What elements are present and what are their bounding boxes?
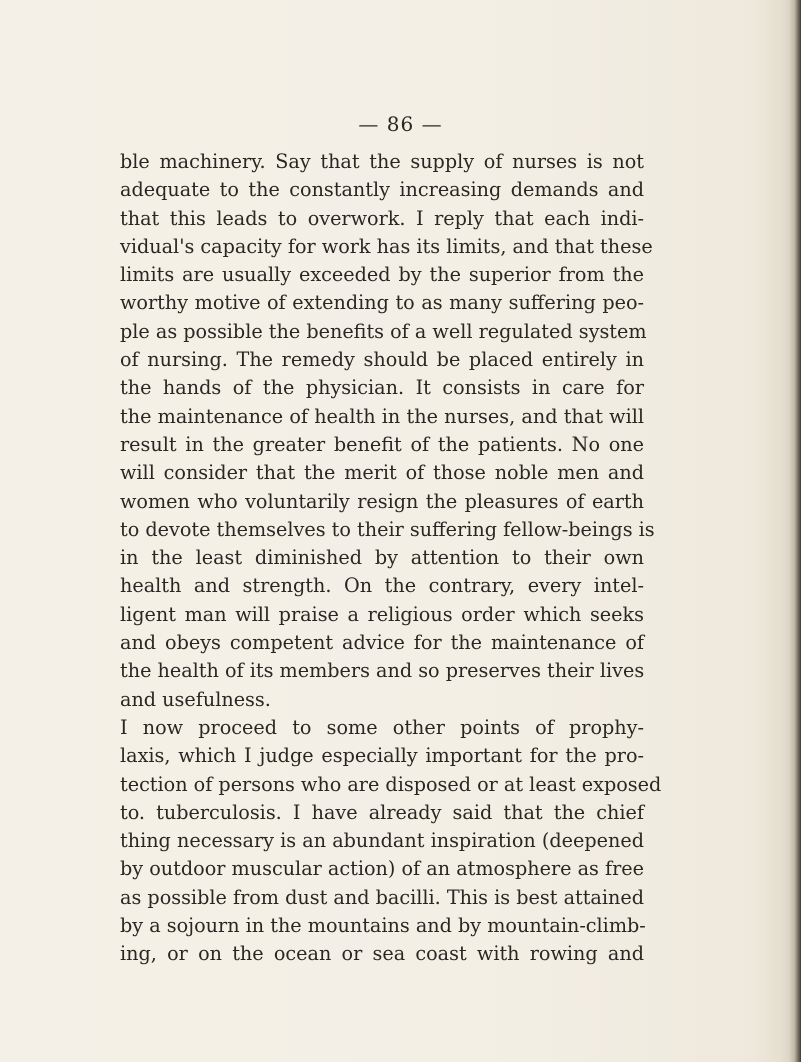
text-line: health and strength. On the contrary, every intel-: [120, 574, 644, 598]
text-line: ple as possible the benefits of a well regulated system: [120, 319, 647, 343]
page-edge-shadow: [789, 0, 801, 1062]
text-line: the maintenance of health in the nurses, and that will: [120, 404, 644, 428]
paragraph-end-line: and usefulness.: [120, 687, 271, 711]
text-line: and obeys competent advice for the maintenance of: [120, 631, 644, 655]
text-line: in the least diminished by attention to their own: [120, 546, 644, 570]
text-line: ble machinery. Say that the supply of nurses is not: [120, 150, 644, 173]
text-line: to devote themselves to their suffering fellow-beings is: [120, 517, 655, 541]
text-line: the health of its members and so preserves their lives: [120, 659, 645, 683]
text-line: limits are usually exceeded by the superior from the: [120, 263, 644, 287]
text-line: as possible from dust and bacilli. This is best attained: [120, 885, 644, 909]
text-line: thing necessary is an abundant inspiration (deepened: [120, 829, 644, 853]
text-line: result in the greater benefit of the patients. No one: [120, 432, 644, 456]
text-line: ing, or on the ocean or sea coast with rowing and: [120, 942, 644, 966]
text-line: worthy motive of extending to as many suffering peo-: [120, 291, 644, 315]
page-number: — 86 —: [358, 112, 443, 136]
text-line: to. tuberculosis. I have already said that the chief: [120, 800, 644, 824]
body-text: [120, 148, 662, 969]
text-line: laxis, which I judge especially important for the pro-: [120, 744, 644, 768]
text-line: will consider that the merit of those noble men and: [120, 461, 644, 485]
text-line: of nursing. The remedy should be placed entirely in: [120, 348, 644, 372]
text-line: by outdoor muscular action) of an atmosphere as free: [120, 857, 644, 881]
paragraph-start-line: I now proceed to some other points of prophy-: [120, 715, 644, 739]
text-line: that this leads to overwork. I reply that each indi-: [120, 206, 644, 230]
text-line: ligent man will praise a religious order which seeks: [120, 602, 644, 626]
text-line: vidual's capacity for work has its limits, and that these: [120, 234, 653, 258]
text-line: tection of persons who are disposed or at least exposed: [120, 772, 662, 796]
text-line: women who voluntarily resign the pleasures of earth: [120, 489, 644, 513]
text-line: the hands of the physician. It consists in care for: [120, 376, 644, 400]
text-line: adequate to the constantly increasing demands and: [120, 178, 644, 202]
text-line: by a sojourn in the mountains and by mountain-climb-: [120, 914, 646, 938]
